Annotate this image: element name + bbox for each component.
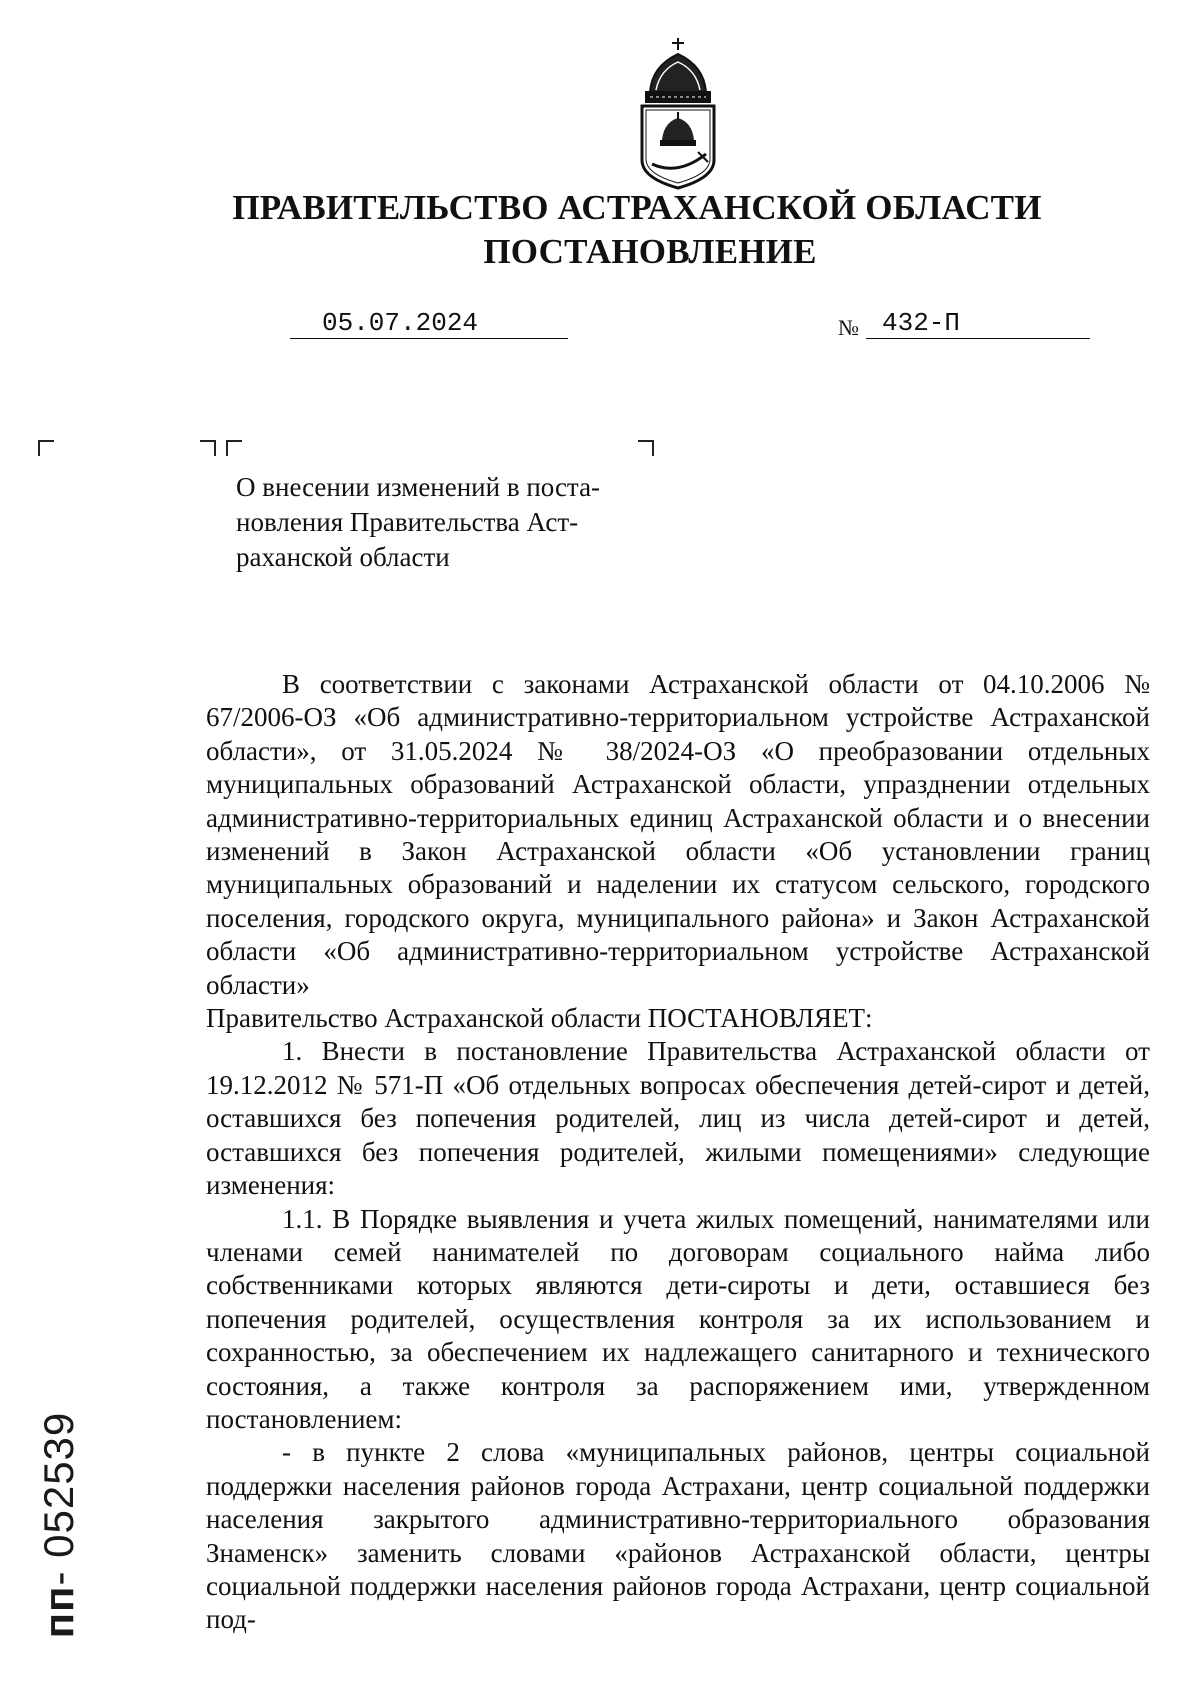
corner-mark bbox=[638, 440, 654, 456]
document-subject bbox=[236, 470, 626, 575]
preamble-paragraph: В соответствии с законами Астраханской области от 04.10.2006 № 67/2006-ОЗ «Об административно-территориальном устройстве Астраханской области», от 31.05.2024 № 38/2024-ОЗ «О преобразовании отдельных муниципальных образований Астраханской области, упразднении отдельных административно-территориальных единиц Астраханской области и о внесении изменений в Закон Астраханской области «Об установлении границ муниципальных образований и наделении их статусом сельского, городского поселения, городского округа, муниципального района» и Закон Астраханской области «Об административно-территориальном устройстве Астраханской области» bbox=[206, 669, 1150, 1000]
subject-line: раханской области bbox=[236, 542, 450, 572]
subject-line: новления Правительства Аст- bbox=[236, 507, 579, 537]
corner-mark bbox=[200, 440, 216, 456]
coat-of-arms-emblem bbox=[636, 36, 720, 192]
resolution-line: Правительство Астраханской области ПОСТАНОВЛЯЕТ: bbox=[206, 1003, 873, 1034]
side-serial-code bbox=[24, 1400, 94, 1650]
document-number: 432-П bbox=[866, 308, 1090, 339]
subject-line: О внесении изменений в поста- bbox=[236, 472, 601, 502]
serial-prefix: пп bbox=[35, 1585, 82, 1639]
corner-mark bbox=[226, 440, 242, 456]
number-label: № bbox=[838, 315, 859, 340]
organization-title: ПРАВИТЕЛЬСТВО АСТРАХАНСКОЙ ОБЛАСТИ bbox=[232, 188, 1042, 227]
serial-number: - 052539 bbox=[35, 1411, 82, 1586]
clause-paragraph: - в пункте 2 слова «муниципальных районов, центры социальной поддержки населения районов города Астрахани, центр социальной поддержки населения закрытого административно-территориального образования Знаменск» заменить словами «районов Астраханской области, центры социальной поддержки населения районов города Астрахани, центр социальной под- bbox=[206, 1437, 1150, 1635]
clause-paragraph: 1.1. В Порядке выявления и учета жилых помещений, нанимателями или членами семей нанимателей по договорам социального найма либо собственниками которых являются дети-сироты и дети, оставшиеся без попечения родителей, осуществления контроля за их использованием и сохранностью, за обеспечением их надлежащего санитарного и технического состояния, а также контроля за распоряжением ими, утвержденном постановлением: bbox=[206, 1203, 1150, 1434]
document-date: 05.07.2024 bbox=[290, 308, 568, 339]
document-type-title: ПОСТАНОВЛЕНИЕ bbox=[483, 232, 817, 271]
corner-mark bbox=[38, 440, 54, 456]
document-body bbox=[206, 668, 1150, 1637]
clause-paragraph: 1. Внести в постановление Правительства Астраханской области от 19.12.2012 № 571-П «Об отдельных вопросах обеспечения детей-сирот и детей, оставшихся без попечения родителей, лиц из числа детей-сирот и детей, оставшихся без попечения родителей, жилыми помещениями» следующие изменения: bbox=[206, 1036, 1150, 1201]
document-header bbox=[0, 186, 1200, 274]
